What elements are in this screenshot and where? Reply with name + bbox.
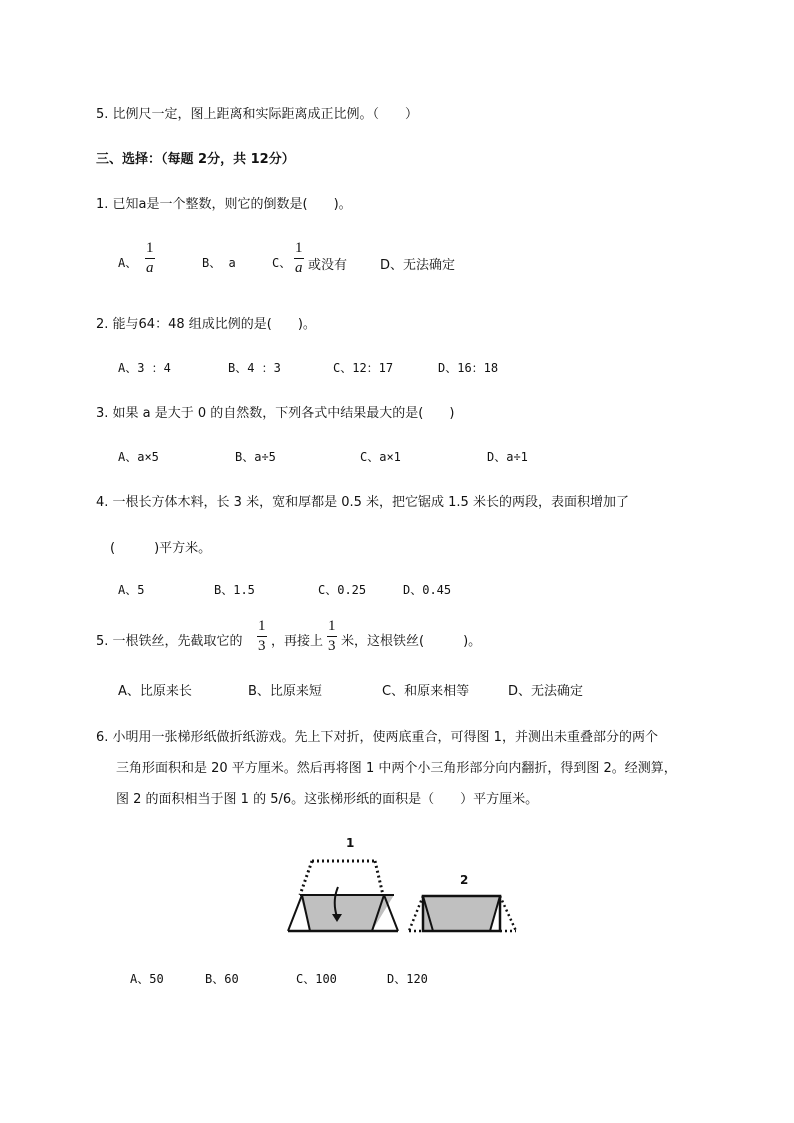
- q4-option-a: A、5: [118, 583, 145, 597]
- figure-1: [288, 861, 398, 931]
- q5-fraction-1-denominator: 3: [258, 638, 266, 654]
- q2-option-a: A、3 ：4: [118, 361, 171, 375]
- q3-option-b: B、a÷5: [235, 450, 276, 464]
- q4-option-b: B、1.5: [214, 583, 255, 597]
- figure-1-label: 1: [346, 836, 355, 850]
- q4-option-c: C、0.25: [318, 583, 367, 597]
- q5-fraction-2: [327, 619, 337, 654]
- q1-option-b: B、 a: [202, 256, 236, 270]
- q1-stem: 1. 已知a是一个整数，则它的倒数是( )。: [96, 197, 352, 212]
- q1-option-c-suffix: 或没有: [308, 258, 348, 273]
- q6-option-d: D、120: [387, 972, 428, 986]
- q5-fraction-1: [257, 619, 267, 654]
- q4-stem-line1: 4. 一根长方体木料，长 3 米，宽和厚都是 0.5 米，把它锯成 1.5 米长的两段，表面积增加了: [96, 495, 629, 510]
- judge-item-5: 5. 比例尺一定，图上距离和实际距离成正比例。（ ）: [96, 107, 419, 122]
- q1-option-c-denominator: a: [295, 260, 303, 276]
- q2-stem: 2. 能与64：48 组成比例的是( )。: [96, 317, 316, 332]
- q5-fraction-1-numerator: 1: [258, 618, 266, 634]
- q2-option-b: B、4 ：3: [228, 361, 281, 375]
- q1-option-c-fraction: [294, 241, 304, 276]
- q4-stem-line2: ( )平方米。: [110, 541, 212, 556]
- q5-stem-part3: 米，这根铁丝( )。: [341, 634, 482, 649]
- figure-2-label: 2: [460, 873, 469, 887]
- q3-option-a: A、a×5: [118, 450, 159, 464]
- q5-option-b: B、比原来短: [248, 684, 322, 699]
- q3-option-c: C、a×1: [360, 450, 401, 464]
- q6-stem-line1: 6. 小明用一张梯形纸做折纸游戏。先上下对折，使两底重合，可得图 1，并测出未重叠部分的两个: [96, 730, 658, 745]
- q1-option-c-label: C、: [272, 256, 292, 270]
- q2-option-c: C、12：17: [333, 361, 394, 375]
- q5-option-a: A、比原来长: [118, 684, 192, 699]
- q1-option-a-numerator: 1: [146, 240, 154, 256]
- q5-fraction-2-denominator: 3: [328, 638, 336, 654]
- trapezoid-folding-figure: [280, 830, 530, 940]
- q2-option-d: D、16：18: [438, 361, 499, 375]
- q1-option-c-numerator: 1: [295, 240, 303, 256]
- q3-option-d: D、a÷1: [487, 450, 528, 464]
- q6-option-c: C、100: [296, 972, 337, 986]
- q1-option-a-denominator: a: [146, 260, 154, 276]
- q4-option-d: D、0.45: [403, 583, 452, 597]
- q6-stem-line3: 图 2 的面积相当于图 1 的 5/6。这张梯形纸的面积是（ ）平方厘米。: [116, 792, 539, 807]
- q5-stem-part2: ，再接上: [271, 634, 324, 649]
- q6-stem-line2: 三角形面积和是 20 平方厘米。然后再将图 1 中两个小三角形部分向内翻折，得到图 2。经测算，: [116, 761, 677, 776]
- q5-stem-part1: 5. 一根铁丝，先截取它的: [96, 634, 243, 649]
- section-heading-choice: 三、选择：（每题 2分，共 12分）: [96, 152, 295, 167]
- q1-option-a-label: A、: [118, 256, 138, 270]
- q1-option-a-fraction: [145, 241, 155, 276]
- q5-option-c: C、和原来相等: [382, 684, 470, 699]
- q6-option-a: A、50: [130, 972, 164, 986]
- q5-option-d: D、无法确定: [508, 684, 584, 699]
- q5-fraction-2-numerator: 1: [328, 618, 336, 634]
- q3-stem: 3. 如果 a 是大于 0 的自然数，下列各式中结果最大的是( ): [96, 406, 455, 421]
- figure-2: [409, 896, 516, 931]
- q6-option-b: B、60: [205, 972, 239, 986]
- q1-option-d: D、无法确定: [380, 258, 456, 273]
